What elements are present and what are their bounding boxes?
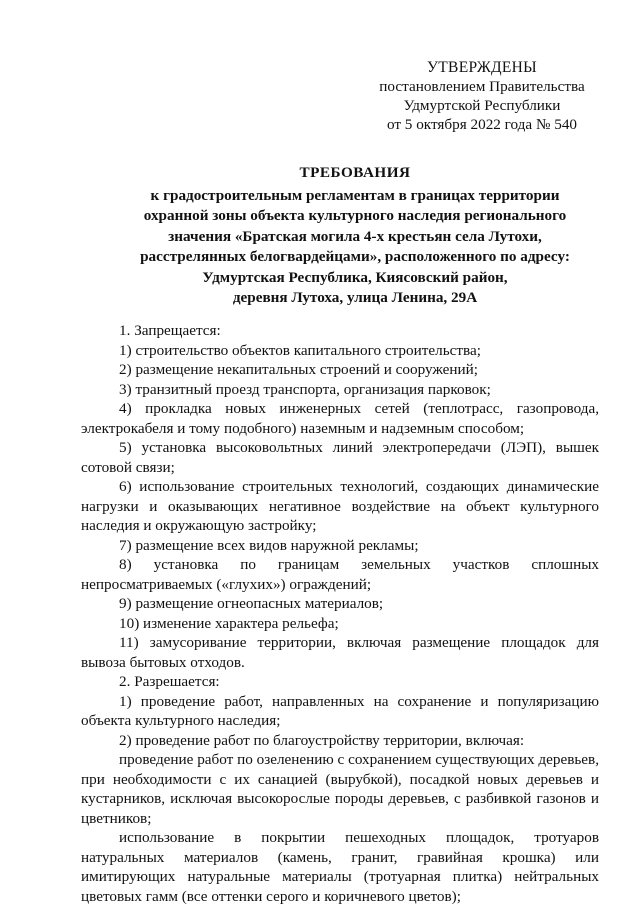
approval-line: Удмуртской Республики — [403, 97, 561, 114]
list-item: 11) замусоривание территории, включая размещение площадок для вывоза бытовых отходов. — [81, 634, 599, 671]
list-item: 6) использование строительных технологий, создающих динамические нагрузки и оказывающих негативное воздействие на объект культурного наследия и окружающую застройку; — [81, 478, 599, 534]
approval-stamp — [372, 58, 592, 134]
list-item: 7) размещение всех видов наружной рекламы; — [119, 536, 419, 554]
list-item: 2) проведение работ по благоустройству территории, включая: — [119, 731, 525, 749]
list-item: 5) установка высоковольтных линий электропередачи (ЛЭП), вышек сотовой связи; — [81, 439, 599, 476]
list-item: 3) транзитный проезд транспорта, организация парковок; — [119, 380, 491, 398]
title-line: к градостроительным регламентам в границах территории — [150, 186, 560, 204]
title-line: значения «Братская могила 4-х крестьян села Лутохи, — [168, 227, 542, 245]
approval-date: от 5 октября 2022 года № 540 — [386, 116, 578, 133]
list-item: проведение работ по озеленению с сохранением существующих деревьев, при необходимости с их санацией (вырубкой), посадкой новых деревьев и кустарников, исключая высокорослые породы деревьев, с разбивкой газонов и цветников; — [81, 751, 599, 827]
list-item: 2) размещение некапитальных строений и сооружений; — [119, 361, 479, 378]
list-item: 10) изменение характера рельефа; — [119, 614, 339, 632]
approval-line: постановлением Правительства — [379, 78, 585, 95]
title-line: расстрелянных белогвардейцами», расположенного по адресу: — [140, 248, 570, 265]
list-item: 4) прокладка новых инженерных сетей (теплотрасс, газопровода, электрокабеля и тому подобного) наземным и надземным способом; — [81, 400, 599, 437]
list-item: 8) установка по границам земельных участков сплошных непросматриваемых («глухих») ограждений; — [81, 556, 599, 593]
list-item: использование в покрытии пешеходных площадок, тротуаров натуральных материалов (камень, гранит, гравийная крошка) или имитирующих натуральные материалы (тротуарная плитка) нейтральных цветовых гамм (все оттенки серого и коричневого цветов); — [81, 829, 599, 905]
section-heading: 1. Запрещается: — [119, 322, 221, 339]
document-heading — [110, 163, 600, 309]
document-body — [81, 321, 599, 906]
list-item: 9) размещение огнеопасных материалов; — [119, 595, 384, 612]
title-line: охранной зоны объекта культурного наследия регионального — [143, 207, 567, 224]
title-line: Удмуртская Республика, Киясовский район, — [202, 268, 508, 286]
document-title: ТРЕБОВАНИЯ — [299, 164, 411, 181]
list-item: 1) строительство объектов капитального строительства; — [119, 341, 481, 359]
section-heading: 2. Разрешается: — [119, 673, 220, 690]
title-line: деревня Лутоха, улица Ленина, 29А — [232, 289, 478, 306]
approval-title: УТВЕРЖДЕНЫ — [427, 59, 537, 76]
list-item: 1) проведение работ, направленных на сохранение и популяризацию объекта культурного наследия; — [81, 692, 599, 729]
